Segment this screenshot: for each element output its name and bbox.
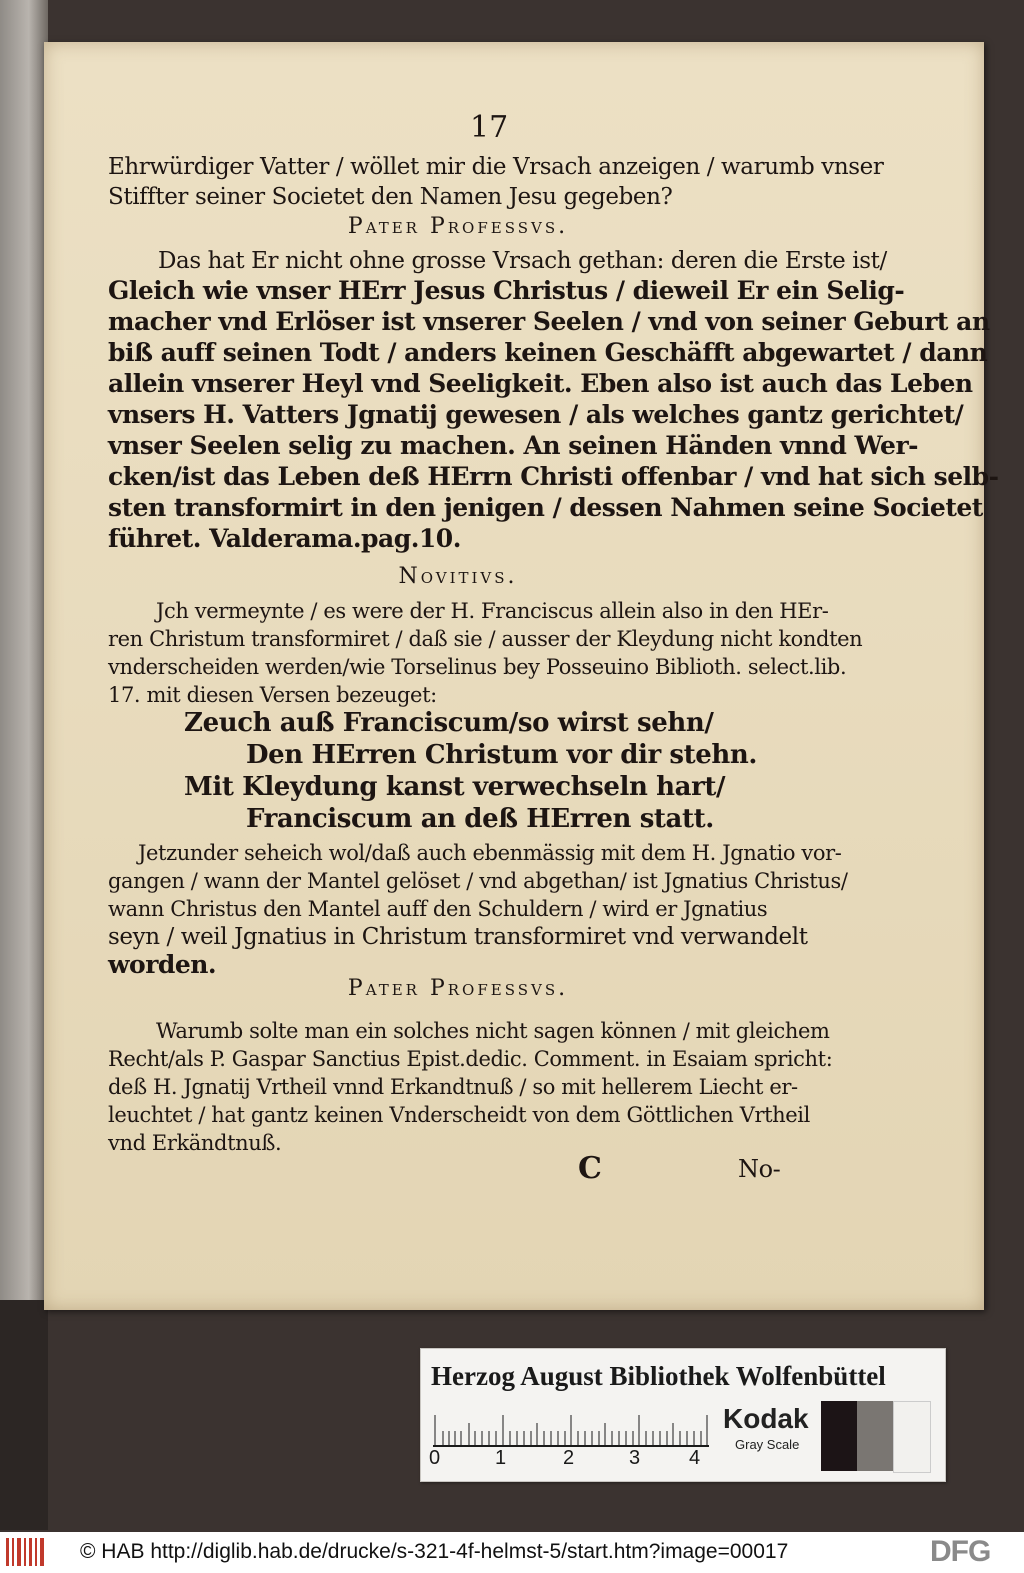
text-line: Jch vermeynte / es were der H. Franciscus allein also in den HEr- bbox=[156, 599, 829, 623]
text-line: macher vnd Erlöser ist vnserer Seelen / vnd von seiner Geburt an bbox=[108, 307, 990, 336]
ruler-number: 3 bbox=[629, 1447, 641, 1469]
ruler-number: 2 bbox=[563, 1447, 575, 1469]
text-line: vnsers H. Vatters Jgnatij gewesen / als welches gantz gerichtet/ bbox=[108, 400, 964, 429]
gray-patch-mid bbox=[857, 1401, 893, 1471]
verse-line: Mit Kleydung kanst verwechseln hart/ bbox=[184, 772, 726, 802]
verse-line: Zeuch auß Franciscum/so wirst sehn/ bbox=[184, 708, 714, 738]
speaker-heading: Pater Professvs. bbox=[347, 976, 569, 1001]
kodak-logo: Kodak bbox=[723, 1403, 809, 1434]
verse-line: Franciscum an deß HErren statt. bbox=[246, 804, 714, 834]
speaker-heading: Novitivs. bbox=[398, 564, 518, 589]
text-line: 17. mit diesen Versen bezeuget: bbox=[108, 683, 437, 707]
text-line: wann Christus den Mantel auff den Schuldern / wird er Jgnatius bbox=[108, 897, 768, 921]
ruler-number: 1 bbox=[495, 1447, 507, 1469]
text-line: Ehrwürdiger Vatter / wöllet mir die Vrsach anzeigen / warumb vnser bbox=[108, 154, 884, 180]
footer-bar bbox=[0, 1532, 1024, 1573]
barcode-icon bbox=[6, 1538, 46, 1566]
ruler-icon bbox=[433, 1409, 709, 1447]
dark-background bbox=[0, 1300, 48, 1530]
copyright-url[interactable]: © HAB http://diglib.hab.de/drucke/s-321-4f-helmst-5/start.htm?image=00017 bbox=[80, 1540, 789, 1563]
ruler-number: 4 bbox=[689, 1447, 701, 1469]
text-line: gangen / wann der Mantel gelöset / vnd abgethan/ ist Jgnatius Christus/ bbox=[108, 869, 848, 893]
adjacent-page-edge bbox=[0, 0, 48, 1300]
speaker-heading: Pater Professvs. bbox=[347, 214, 569, 239]
text-line: Gleich wie vnser HErr Jesus Christus / dieweil Er ein Selig- bbox=[108, 276, 905, 305]
text-line: allein vnserer Heyl vnd Seeligkeit. Eben also ist auch das Leben bbox=[108, 369, 973, 398]
text-line: Warumb solte man ein solches nicht sagen können / mit gleichem bbox=[156, 1019, 830, 1043]
text-line: Jetzunder seheich wol/daß auch ebenmässig mit dem H. Jgnatio vor- bbox=[138, 841, 842, 865]
text-line: führet. Valderama.pag.10. bbox=[108, 524, 461, 553]
text-line: vnderscheiden werden/wie Torselinus bey Posseuino Biblioth. select.lib. bbox=[108, 655, 847, 679]
gray-scale-label: Gray Scale bbox=[735, 1437, 800, 1452]
text-line: deß H. Jgnatij Vrtheil vnnd Erkandtnuß / so mit hellerem Liecht er- bbox=[108, 1075, 798, 1099]
text-line: worden. bbox=[108, 950, 217, 979]
verse-line: Den HErren Christum vor dir stehn. bbox=[246, 740, 758, 770]
gray-patch-black bbox=[821, 1401, 857, 1471]
color-scale-card bbox=[420, 1348, 946, 1482]
text-line: seyn / weil Jgnatius in Christum transformiret vnd verwandelt bbox=[108, 924, 808, 950]
text-line: vnser Seelen selig zu machen. An seinen Händen vnnd Wer- bbox=[108, 431, 919, 460]
ruler-number: 0 bbox=[429, 1447, 441, 1469]
signature-mark: C bbox=[578, 1151, 602, 1186]
text-line: biß auff seinen Todt / anders keinen Geschäfft abgewartet / dann bbox=[108, 338, 988, 367]
text-line: leuchtet / hat gantz keinen Vnderscheidt von dem Göttlichen Vrtheil bbox=[108, 1103, 810, 1127]
text-line: vnd Erkändtnuß. bbox=[108, 1131, 282, 1155]
text-line: ren Christum transformiret / daß sie / ausser der Kleydung nicht kondten bbox=[108, 627, 863, 651]
gray-patch-white bbox=[893, 1401, 931, 1473]
catchword: No- bbox=[738, 1155, 781, 1183]
dfg-logo: DFG bbox=[930, 1535, 991, 1568]
text-line: Stiffter seiner Societet den Namen Jesu gegeben? bbox=[108, 184, 673, 210]
scale-card-title: Herzog August Bibliothek Wolfenbüttel bbox=[431, 1361, 886, 1391]
text-line: Recht/als P. Gaspar Sanctius Epist.dedic. Comment. in Esaiam spricht: bbox=[108, 1047, 833, 1071]
text-line: Das hat Er nicht ohne grosse Vrsach gethan: deren die Erste ist/ bbox=[158, 248, 887, 274]
page-number: 17 bbox=[470, 110, 509, 145]
text-line: sten transformirt in den jenigen / dessen Nahmen seine Societet bbox=[108, 493, 983, 522]
text-line: cken/ist das Leben deß HErrn Christi offenbar / vnd hat sich selb- bbox=[108, 462, 999, 491]
